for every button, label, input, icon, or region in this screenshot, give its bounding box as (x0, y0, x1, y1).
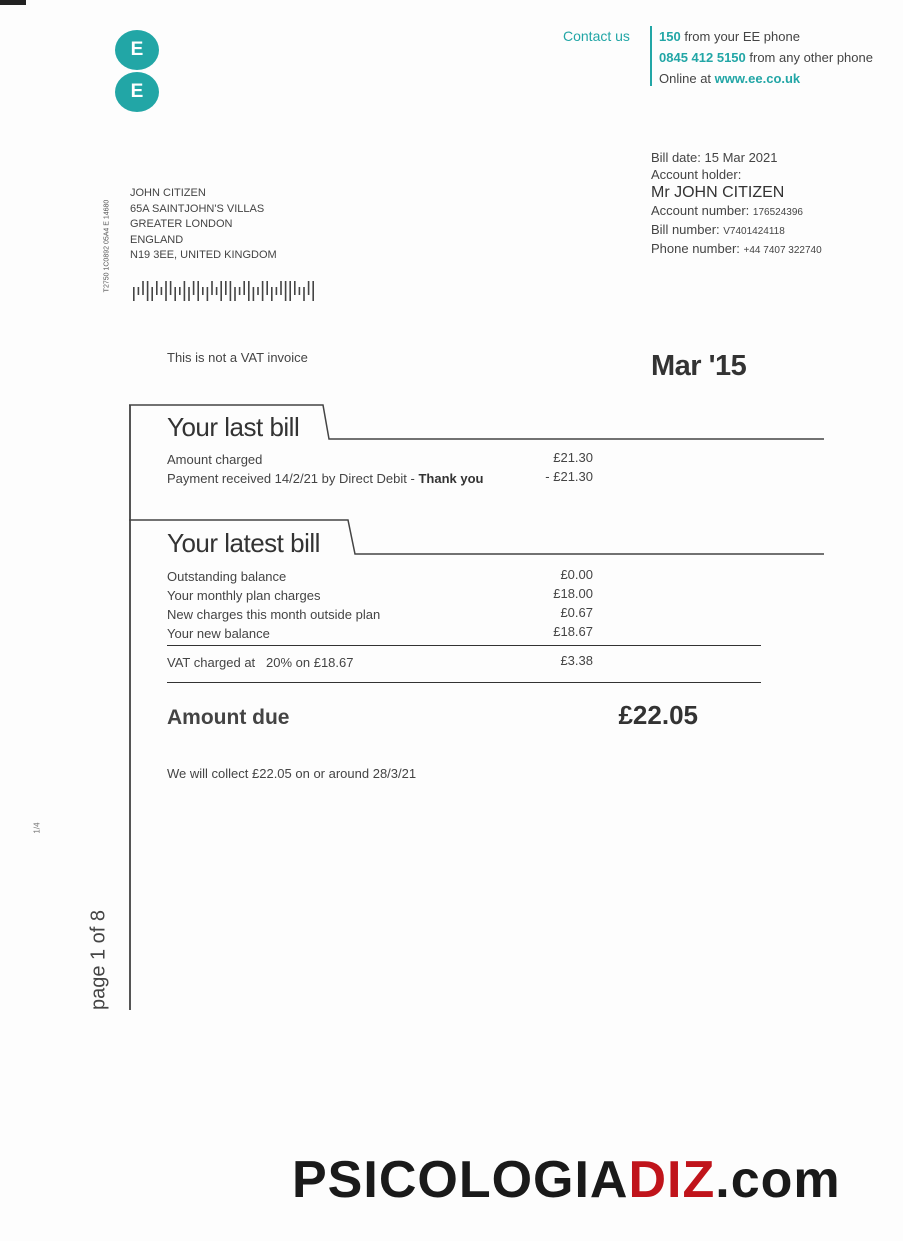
watermark: PSICOLOGIADIZ.com (292, 1151, 841, 1209)
contact-us-label: Contact us (563, 28, 630, 44)
amount-due-value: £22.05 (618, 700, 698, 730)
address-line-3: ENGLAND (130, 233, 184, 246)
barcode-bar (188, 287, 190, 301)
new-balance-label: Your new balance (167, 626, 270, 641)
ee-phone-number[interactable]: 150 (659, 29, 681, 44)
outside-plan-value: £0.67 (560, 605, 593, 620)
barcode-bar (289, 281, 291, 301)
barcode-bar (147, 281, 149, 301)
other-phone-text: from any other phone (749, 50, 873, 65)
barcode-bar (207, 287, 209, 301)
bill-period: Mar '15 (651, 350, 747, 382)
barcode-bar (271, 287, 273, 301)
barcode-bar (151, 287, 153, 301)
bill-date-label: Bill date: (651, 150, 701, 165)
side-mark: 1/4 (32, 822, 42, 834)
amount-charged-value: £21.30 (553, 450, 593, 465)
contact-details (659, 26, 873, 89)
account-number: 176524396 (752, 207, 803, 218)
barcode-bar (142, 281, 144, 295)
payment-received-label: Payment received 14/2/21 by Direct Debit - Thank you (167, 471, 484, 486)
barcode-bar (308, 281, 310, 295)
payment-received-value: - £21.30 (545, 469, 593, 484)
barcode-bar (202, 287, 204, 295)
bill-number: V7401424118 (723, 226, 785, 237)
thank-you-text: Thank you (418, 471, 484, 486)
barcode-bar (234, 287, 236, 301)
last-bill-title: Your last bill (167, 412, 300, 442)
other-phone-number[interactable]: 0845 412 5150 (659, 50, 746, 65)
barcode-bar (156, 281, 158, 295)
outside-plan-label: New charges this month outside plan (167, 607, 381, 622)
online-prefix: Online at (659, 71, 712, 86)
barcode-bar (174, 287, 176, 301)
website-link[interactable]: www.ee.co.uk (714, 71, 801, 86)
account-number-label: Account number: (651, 203, 750, 218)
monthly-plan-value: £18.00 (553, 586, 593, 601)
new-balance-value: £18.67 (553, 624, 593, 639)
address-line-1: 65A SAINTJOHN'S VILLAS (130, 202, 265, 215)
logo-circle-bottom: E (115, 72, 159, 112)
barcode-bar (303, 287, 305, 301)
phone-number: +44 7407 322740 (743, 245, 822, 256)
address-line-2: GREATER LONDON (130, 218, 233, 230)
barcode-bar (184, 281, 186, 301)
outstanding-balance-label: Outstanding balance (167, 569, 287, 584)
page-indicator: page 1 of 8 (87, 909, 110, 1011)
logo-circle-top: E (115, 30, 159, 70)
vat-note: This is not a VAT invoice (167, 350, 308, 365)
barcode-bar (239, 287, 241, 295)
ee-logo (113, 30, 161, 114)
mail-sort-code: T2750 1C0892 05A4 E 14680 (103, 199, 111, 293)
barcode-bar (225, 281, 227, 295)
account-holder: Mr JOHN CITIZEN (651, 184, 785, 201)
barcode-bar (280, 281, 282, 295)
barcode-bar (257, 287, 259, 295)
separator-bottom (167, 682, 761, 683)
barcode-bar (248, 281, 250, 301)
barcode-bar (165, 281, 167, 301)
barcode-bar (216, 287, 218, 295)
barcode-bar (299, 287, 301, 295)
latest-bill-title: Your latest bill (167, 528, 320, 558)
account-holder-label: Account holder: (651, 167, 742, 182)
barcode-bar (138, 287, 140, 295)
bill-info (651, 149, 822, 259)
address-name: JOHN CITIZEN (130, 187, 206, 199)
barcode-bar (253, 287, 255, 301)
amount-due-label: Amount due (167, 706, 290, 729)
barcode-bar (133, 287, 135, 301)
barcode-bar (276, 287, 278, 295)
ee-phone-text: from your EE phone (684, 29, 800, 44)
phone-number-label: Phone number: (651, 241, 740, 256)
bill-date: 15 Mar 2021 (704, 150, 778, 165)
barcode-bar (243, 281, 245, 295)
barcode-bar (285, 281, 287, 301)
barcode-bar (266, 281, 268, 295)
barcode-bar (220, 281, 222, 301)
barcode-bar (161, 287, 163, 295)
barcode-bar (312, 281, 314, 301)
barcode-bar (170, 281, 172, 295)
vat-value: £3.38 (560, 653, 593, 668)
collection-note: We will collect £22.05 on or around 28/3/21 (167, 766, 417, 781)
barcode-bar (294, 281, 296, 295)
barcode-bar (262, 281, 264, 301)
bill-number-label: Bill number: (651, 222, 720, 237)
postal-barcode (133, 281, 323, 301)
barcode-bar (179, 287, 181, 295)
separator-top (167, 645, 761, 646)
scan-mark (0, 0, 26, 5)
vat-label: VAT charged at 20% on £18.67 (167, 655, 354, 670)
address-line-4: N19 3EE, UNITED KINGDOM (130, 249, 277, 261)
contact-divider (650, 26, 652, 86)
frame-left-border (129, 405, 131, 1010)
barcode-bar (230, 281, 232, 301)
outstanding-balance-value: £0.00 (560, 567, 593, 582)
vat-detail: 20% on £18.67 (266, 655, 354, 670)
monthly-plan-label: Your monthly plan charges (167, 588, 321, 603)
recipient-address (130, 186, 277, 264)
barcode-bar (193, 281, 195, 295)
amount-charged-label: Amount charged (167, 452, 263, 467)
barcode-bar (211, 281, 213, 295)
barcode-bar (197, 281, 199, 301)
